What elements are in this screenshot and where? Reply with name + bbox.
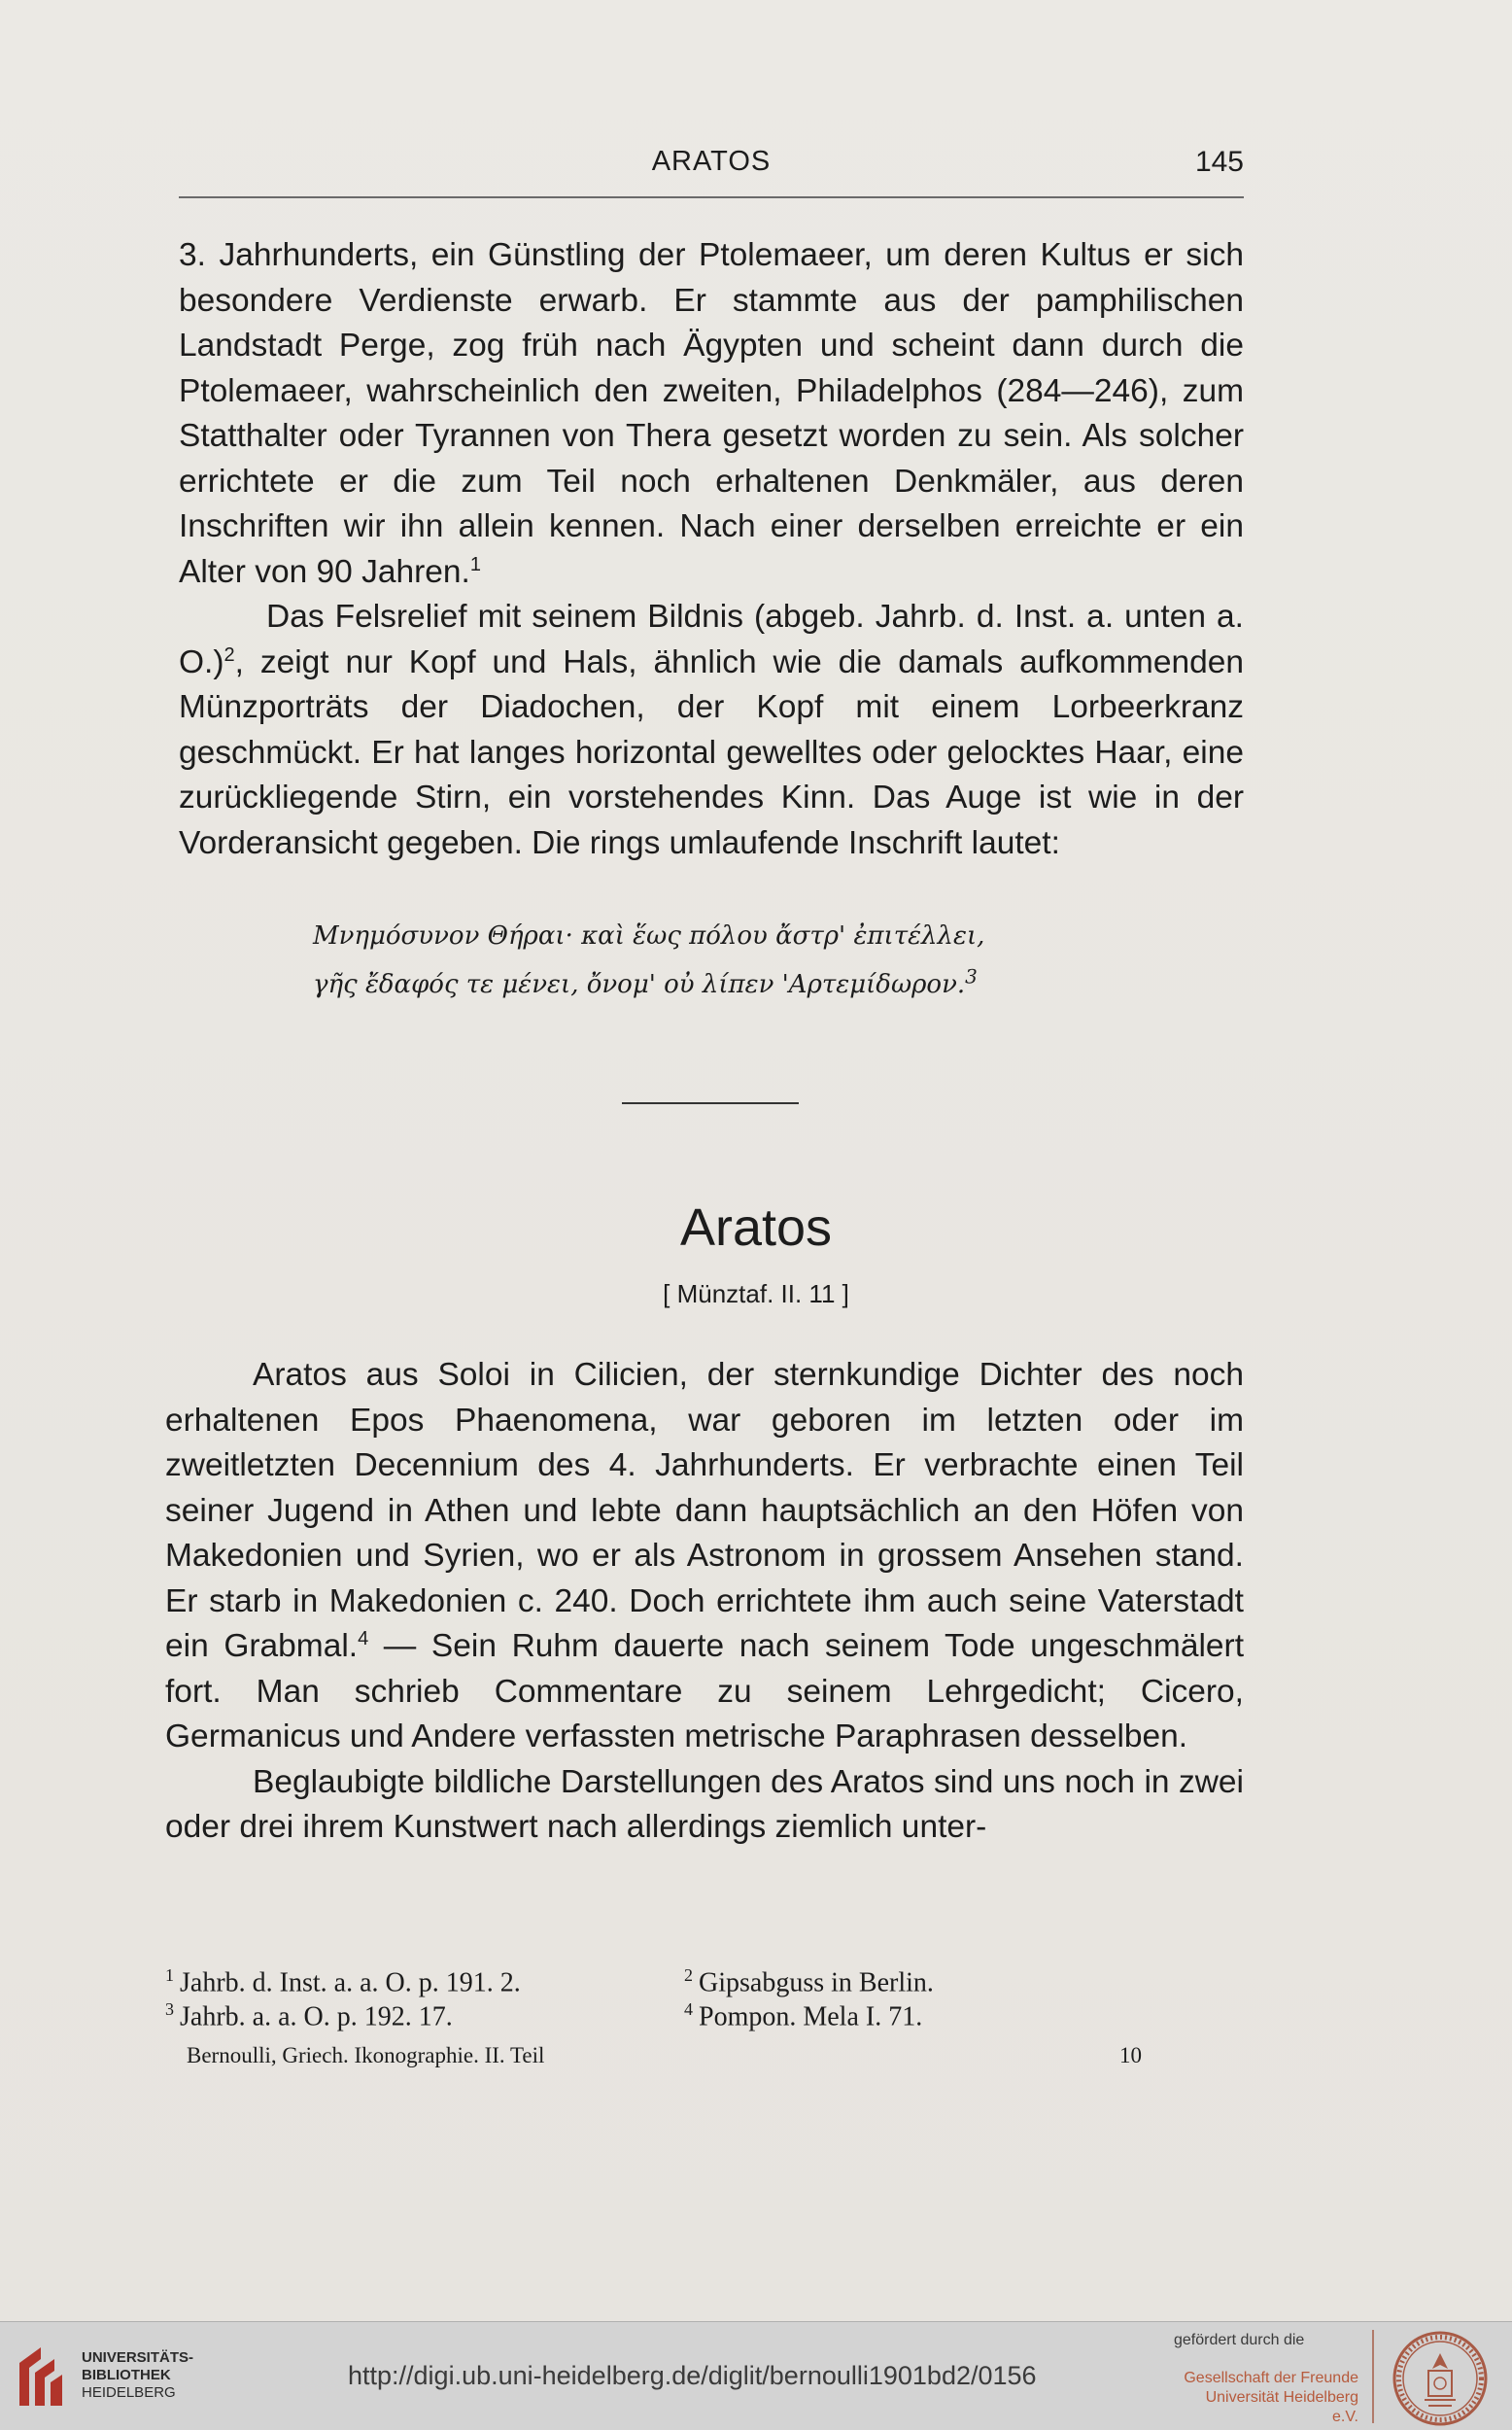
footnote-ref: 1 — [469, 553, 481, 575]
inscription-line: Μνημόσυνον Θήραι· καὶ ἕως πόλου ἄστρ' ἐπιτέλλει, — [313, 921, 985, 951]
sponsor-name[interactable] — [1176, 2369, 1358, 2427]
paragraph-text: Das Felsrelief mit seinem Bildnis (abgeb. Jahrb. d. Inst. a. unten a. O.) — [179, 599, 1244, 680]
footnote-ref: 2 — [223, 643, 235, 666]
paragraph-text: — Sein Ruhm dauerte nach seinem Tode ungeschmälert fort. Man schrieb Commentare zu seinem Lehrgedicht; Cicero, Germanicus und Andere verfassten metrische Paraphrasen desselben. — [165, 1628, 1244, 1754]
section-continued-text — [179, 233, 1244, 866]
paragraph-text: Aratos aus Soloi in Cilicien, der sternkundige Dichter des noch erhaltenen Epos Phaenomena, war geboren im letzten oder im zweitletzten Decennium des 4. Jahrhunderts. Er verbrachte einen Teil seiner Jugend in Athen und lebte dann hauptsächlich an den Höfen von Makedonien und Syrien, wo er als Astronom in grossem Ansehen stand. Er starb in Makedonien c. 240. Doch errichtete ihm auch seine Vaterstadt ein Grabmal. — [165, 1357, 1244, 1664]
sponsor-name-line: Gesellschaft der Freunde — [1184, 2370, 1358, 2386]
footnote-text: Jahrb. d. Inst. a. a. O. p. 191. 2. — [180, 1967, 521, 1998]
footnote-ref: 4 — [358, 1627, 369, 1649]
footnote-text: Pompon. Mela I. 71. — [699, 2001, 923, 2032]
footnotes — [165, 1959, 1234, 2032]
university-library-logo-icon[interactable] — [16, 2342, 66, 2410]
footnote-number: 3 — [165, 1999, 174, 2019]
footnote — [684, 1993, 922, 2033]
footnote-text: Gipsabguss in Berlin. — [699, 1967, 934, 1998]
paragraph-text: 3. Jahrhunderts, ein Günstling der Ptolemaeer, um deren Kultus er sich besondere Verdienste erwarb. Er stammte aus der pamphilischen Landstadt Perge, zog früh nach Ägypten und scheint dann durch die Ptolemaeer, wahrscheinlich den zweiten, Philadelphos (284—246), zum Statthalter oder Tyrannen von Thera gesetzt worden zu sein. Als solcher errichtete er die zum Teil noch erhaltenen Denkmäler, aus deren Inschriften wir ihn allein kennen. Nach einer derselben erreichte er ein Alter von 90 Jahren. — [179, 237, 1244, 590]
sponsor-name-line: Universität Heidelberg e.V. — [1205, 2389, 1358, 2425]
footnote-text: Jahrb. a. a. O. p. 192. 17. — [180, 2001, 453, 2032]
running-head: ARATOS — [651, 146, 772, 177]
page-number: 145 — [1194, 146, 1244, 178]
library-name-line: UNIVERSITÄTS- — [82, 2349, 194, 2366]
article-title: Aratos — [679, 1198, 833, 1257]
page-header — [179, 146, 1244, 198]
library-name-line: BIBLIOTHEK — [82, 2367, 171, 2383]
section-divider — [622, 1102, 799, 1104]
footnote-ref: 3 — [965, 964, 978, 989]
footnote-number: 2 — [684, 1965, 693, 1985]
university-seal-icon — [1392, 2330, 1489, 2427]
library-name-line: HEIDELBERG — [82, 2384, 176, 2401]
inscription-line-2 — [313, 960, 1187, 1009]
paragraph: Beglaubigte bildliche Darstellungen des Aratos sind uns noch in zwei oder drei ihrem Kunstwert nach allerdings ziemlich unter- — [165, 1763, 1244, 1845]
footer-divider — [1372, 2330, 1374, 2423]
footnote-row — [165, 1993, 1234, 2032]
permalink-url[interactable]: http://digi.ub.uni-heidelberg.de/diglit/bernoulli1901bd2/0156 — [348, 2361, 1037, 2390]
sponsor-label: gefördert durch die — [1174, 2332, 1305, 2348]
library-name[interactable] — [82, 2349, 193, 2402]
book-imprint: Bernoulli, Griech. Ikonographie. II. Teil — [187, 2043, 545, 2067]
greek-inscription — [313, 912, 1187, 1009]
paragraph — [165, 1353, 1244, 1760]
footnote-number: 4 — [684, 1999, 693, 2019]
inscription-line: γῆς ἔδαφός τε μένει, ὄνομ' οὐ λίπεν 'Αρτεμίδωρον. — [313, 970, 966, 999]
footnote — [165, 1993, 453, 2033]
footnote-row — [165, 1959, 1234, 1998]
paragraph — [179, 595, 1244, 866]
article-subtitle: [ Münztaf. II. 11 ] — [663, 1279, 849, 1308]
footnote-number: 1 — [165, 1965, 174, 1985]
sheet-signature: 10 — [1119, 2043, 1142, 2067]
paragraph — [179, 233, 1244, 595]
article-body — [165, 1353, 1244, 1851]
paragraph-text: , zeigt nur Kopf und Hals, ähnlich wie die damals aufkommenden Münzporträts der Diadochen, der Kopf mit einem Lorbeerkranz geschmückt. Er hat langes horizontal gewelltes oder gelocktes Haar, eine zurückliegende Stirn, ein vorstehendes Kinn. Das Auge ist wie in der Vorderansicht gegeben. Die rings umlaufende Inschrift lautet: — [179, 643, 1244, 861]
digitization-footer — [0, 2321, 1512, 2430]
